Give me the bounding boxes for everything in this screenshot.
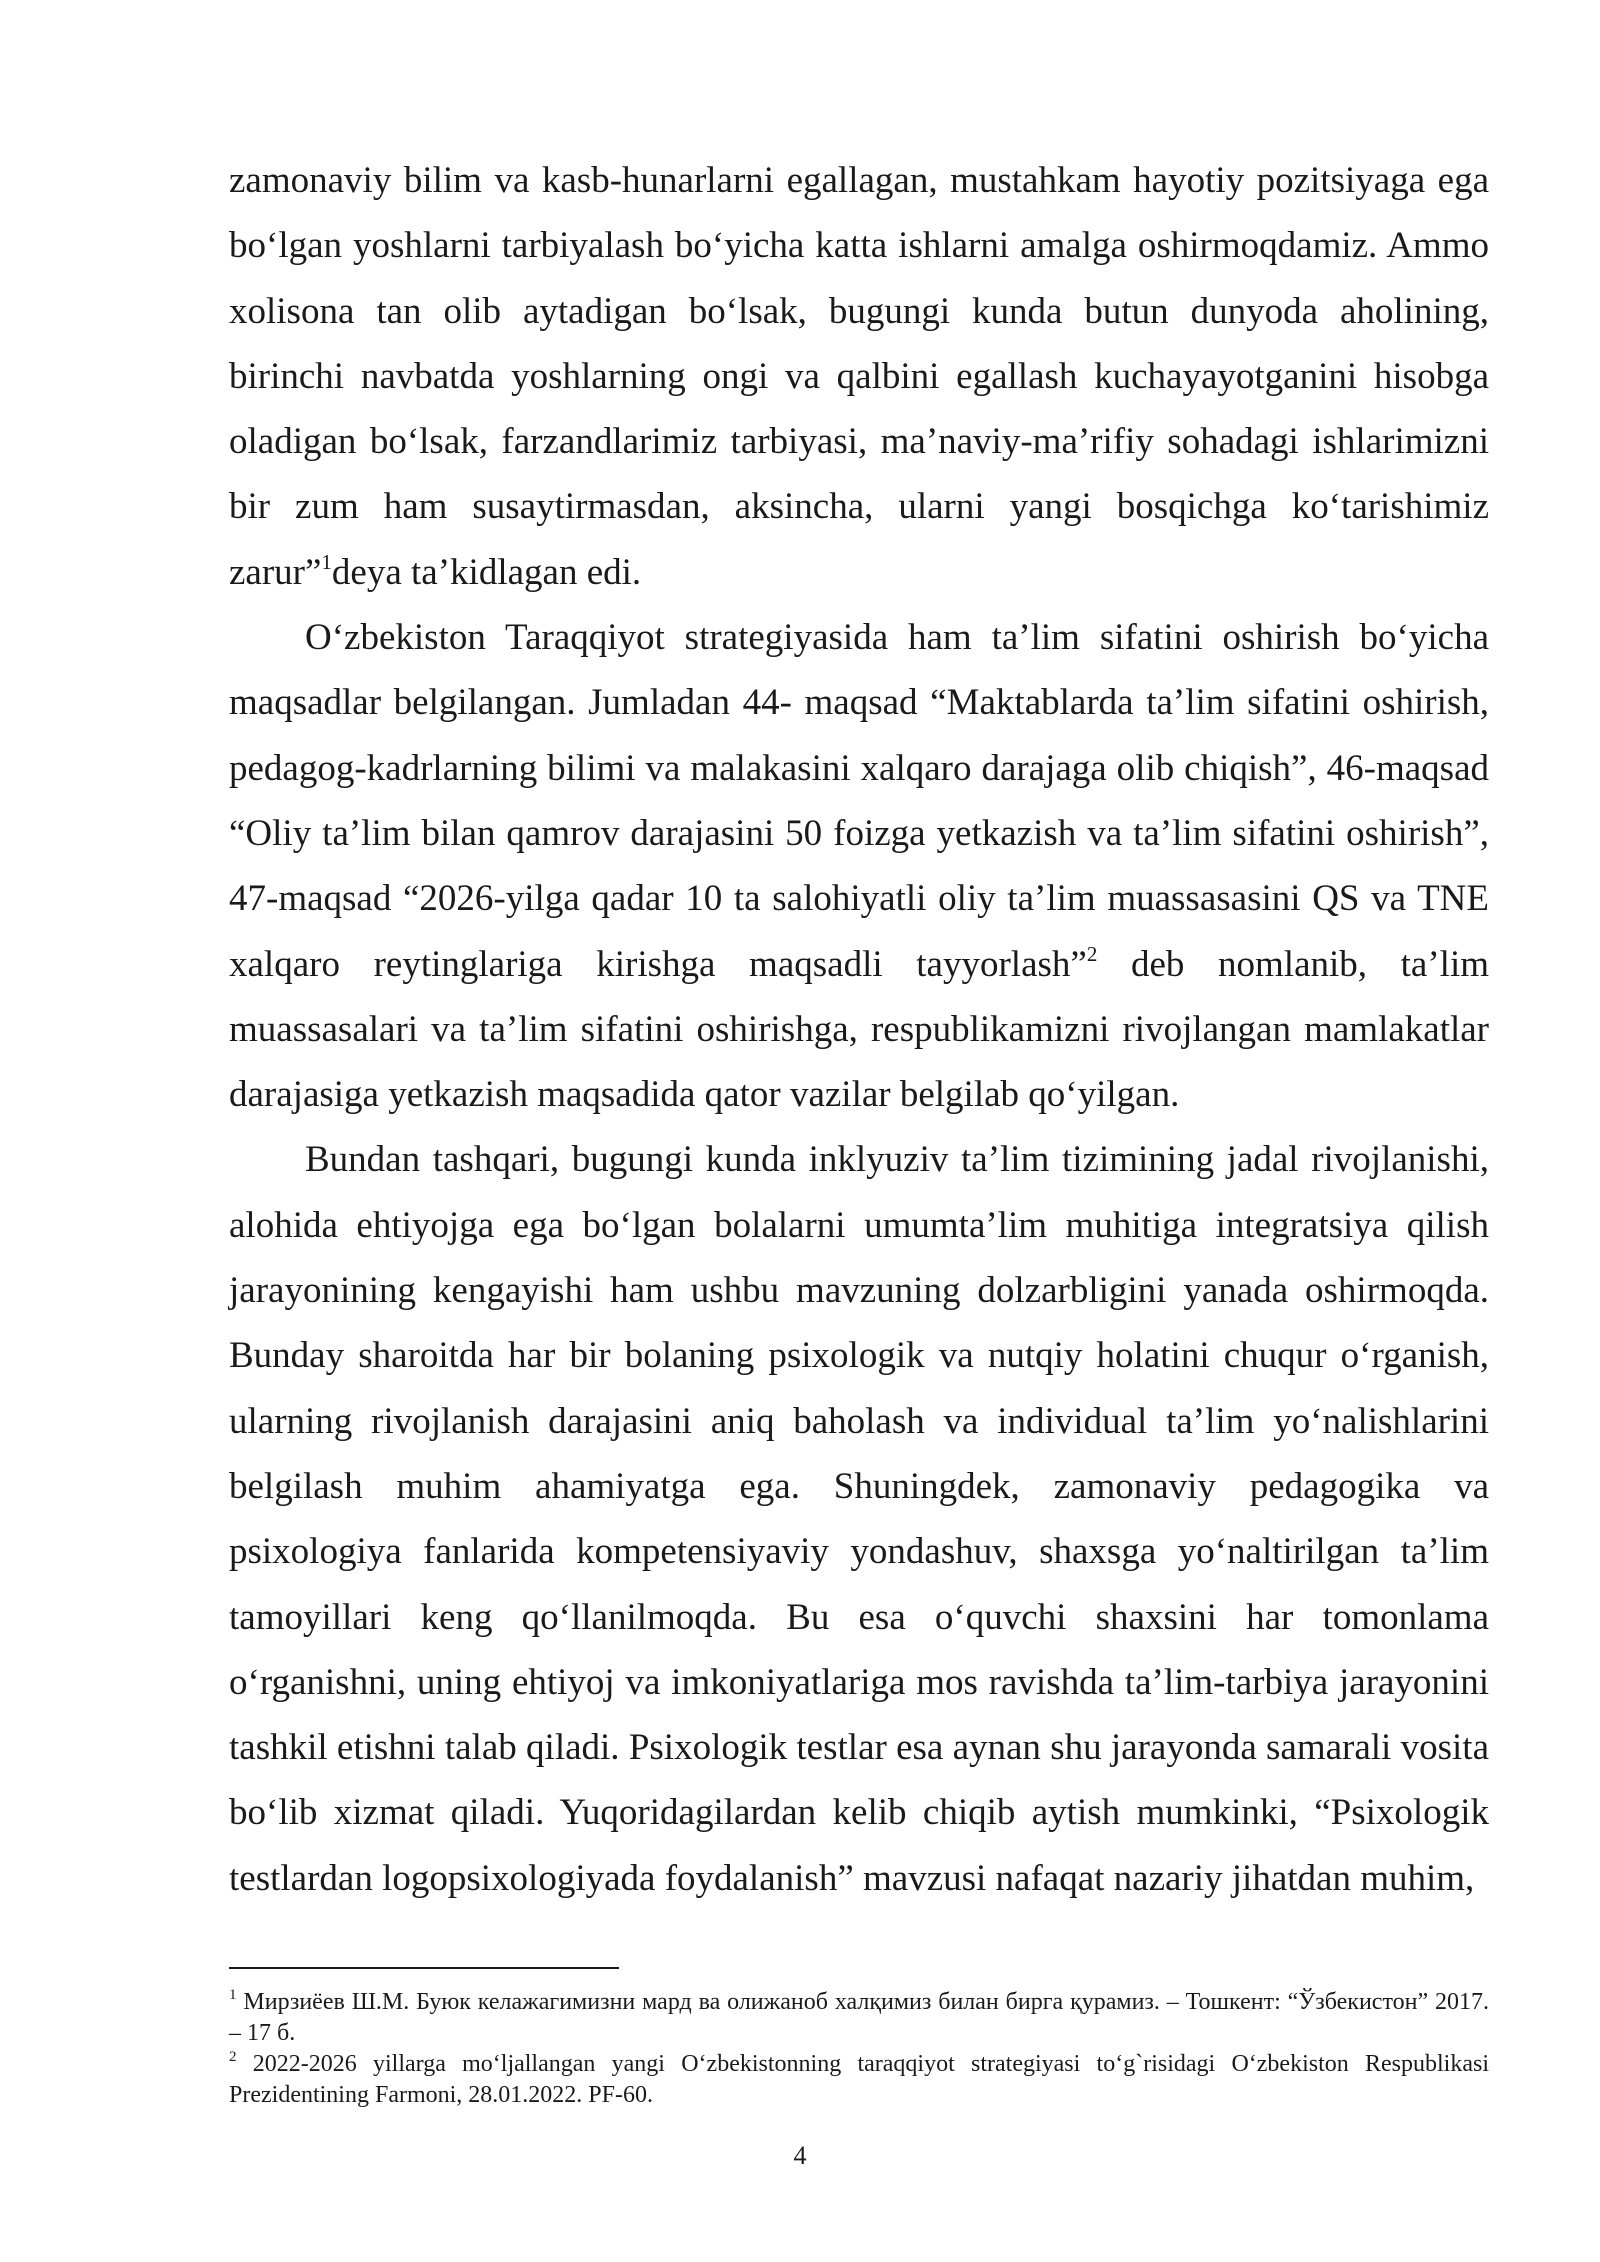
footnote-separator <box>229 1967 619 1969</box>
paragraph-2 <box>229 605 1489 1127</box>
paragraph-1-text: zamonaviy bilim va kasb-hunarlarni egallagan, mustahkam hayotiy pozitsiyaga ega bo‘lgan yoshlarni tarbiyalash bo‘yicha katta ishlarni amalga oshirmoqdamiz. Ammo xolisona tan olib aytadigan bo‘lsak, bugungi kunda butun dunyoda aholining, birinchi navbatda yoshlarning ongi va qalbini egallash kuchayayotganini hisobga oladigan bo‘lsak, farzandlarimiz tarbiyasi, ma’naviy-ma’rifiy sohadagi ishlarimizni bir zum ham susaytirmasdan, aksincha, ularni yangi bosqichga ko‘tarishimiz zarur” <box>229 160 1489 593</box>
footnote-ref-2[interactable]: 2 <box>1086 941 1098 966</box>
body-text <box>229 148 1489 1911</box>
footnote-mark-2: 2 <box>229 2049 237 2065</box>
paragraph-1-tail: deya ta’kidlagan edi. <box>331 551 642 593</box>
footnote-text-2: 2022-2026 yillarga mo‘ljallangan yangi O‘zbekistonning taraqqiyot strategiyasi to‘g`risidagi O‘zbekiston Respublikasi Prezidentining Farmoni, 28.01.2022. PF-60. <box>229 2051 1489 2108</box>
footnote-mark-1: 1 <box>229 1987 237 2003</box>
paragraph-2-tail: deb nomlanib, ta’lim muassasalari va ta’lim sifatini oshirishga, respublikamizni rivojlangan mamlakatlar darajasiga yetkazish maqsadida qator vazilar belgilab qo‘yilgan. <box>229 943 1490 1116</box>
footnote-1 <box>229 1987 1489 2049</box>
footnotes <box>229 1987 1489 2111</box>
paragraph-1 <box>229 148 1489 605</box>
paragraph-3: Bundan tashqari, bugungi kunda inklyuziv ta’lim tizimining jadal rivojlanishi, alohida ehtiyojga ega bo‘lgan bolalarni umumta’lim muhitiga integratsiya qilish jarayonining kengayishi ham ushbu mavzuning dolzarbligini yanada oshirmoqda. Bunday sharoitda har bir bolaning psixologik va nutqiy holatini chuqur o‘rganish, ularning rivojlanish darajasini aniq baholash va individual ta’lim yo‘nalishlarini belgilash muhim ahamiyatga ega. Shuningdek, zamonaviy pedagogika va psixologiya fanlarida kompetensiyaviy yondashuv, shaxsga yo‘naltirilgan ta’lim tamoyillari keng qo‘llanilmoqda. Bu esa o‘quvchi shaxsini har tomonlama o‘rganishni, uning ehtiyoj va imkoniyatlariga mos ravishda ta’lim-tarbiya jarayonini tashkil etishni talab qiladi. Psixologik testlar esa aynan shu jarayonda samarali vosita bo‘lib xizmat qiladi. Yuqoridagilardan kelib chiqib aytish mumkinki, “Psixologik testlardan logopsixologiyada foydalanish” mavzusi nafaqat nazariy jihatdan muhim, <box>229 1139 1489 1899</box>
page-number: 4 <box>793 2141 807 2170</box>
footnote-text-1: Мирзиёев Ш.М. Буюк келажагимизни мард ва олижаноб халқимиз билан бирга қурамиз. – Тошкент: “Ўзбекистон” 2017. – 17 б. <box>229 1989 1489 2046</box>
footnote-2 <box>229 2049 1489 2111</box>
footnote-ref-1[interactable]: 1 <box>321 549 332 574</box>
paragraph-2-text: O‘zbekiston Taraqqiyot strategiyasida ham ta’lim sifatini oshirish bo‘yicha maqsadlar belgilangan. Jumladan 44- maqsad “Maktablarda ta’lim sifatini oshirish, pedagog-kadrlarning bilimi va malakasini xalqaro darajaga olib chiqish”, 46-maqsad “Oliy ta’lim bilan qamrov darajasini 50 foizga yetkazish va ta’lim sifatini oshirish”, 47-maqsad “2026-yilga qadar 10 ta salohiyatli oliy ta’lim muassasasini QS va TNE xalqaro reytinglariga kirishga maqsadli tayyorlash” <box>229 617 1489 985</box>
